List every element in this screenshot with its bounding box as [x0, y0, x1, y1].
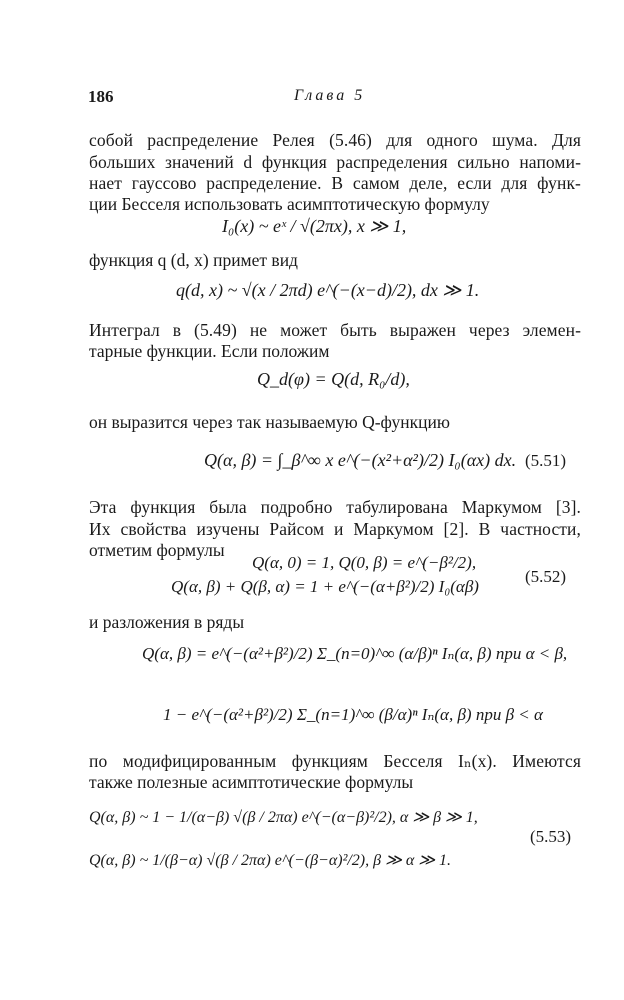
- text-line: Интеграл в (5.49) не может быть выражен через элемен-: [89, 320, 581, 340]
- text-line: Их свойства изучены Райсом и Маркумом [2]. В частности,: [89, 519, 581, 539]
- series-expansion-2: 1 − e^(−(α²+β²)/2) Σ_(n=1)^∞ (β/α)ⁿ Iₙ(α, β) при β < α: [163, 705, 543, 724]
- equation-number: (5.51): [525, 451, 567, 470]
- equation-5-53-line2: Q(α, β) ~ 1/(β−α) √(β / 2πα) e^(−(β−α)²/2), β ≫ α ≫ 1.: [89, 852, 451, 869]
- text-line: он выразится через так называемую Q-функцию: [89, 412, 450, 432]
- formula-i0: I₀(x) ~ eˣ / √(2πx), x ≫ 1,: [222, 216, 407, 236]
- text-line: тарные функции. Если положим: [89, 341, 330, 361]
- formula-q: q(d, x) ~ √(x / 2πd) e^(−(x−d)/2), dx ≫ 1.: [176, 280, 480, 300]
- text-line: отметим формулы: [89, 540, 225, 560]
- text-line: также полезные асимптотические формулы: [89, 772, 414, 792]
- equation-5-51: Q(α, β) = ∫_β^∞ x e^(−(x²+α²)/2) I₀(αx) dx.: [204, 450, 517, 470]
- text-line: и разложения в ряды: [89, 612, 245, 632]
- formula-qd: Q_d(φ) = Q(d, R₀/d),: [257, 369, 410, 389]
- equation-5-52-line2: Q(α, β) + Q(β, α) = 1 + e^(−(α+β²)/2) I₀(αβ): [171, 577, 479, 596]
- text-line: функция q (d, x) примет вид: [89, 250, 298, 270]
- equation-5-52-line1: Q(α, 0) = 1, Q(0, β) = e^(−β²/2),: [252, 553, 477, 572]
- equation-number: (5.52): [525, 567, 567, 586]
- equation-5-53-line1: Q(α, β) ~ 1 − 1/(α−β) √(β / 2πα) e^(−(α−β)²/2), α ≫ β ≫ 1,: [89, 809, 478, 826]
- equation-number: (5.53): [530, 827, 572, 846]
- series-expansion-1: Q(α, β) = e^(−(α²+β²)/2) Σ_(n=0)^∞ (α/β)ⁿ Iₙ(α, β) при α < β,: [142, 644, 568, 663]
- text-line: больших значений d функция распределения сильно напоми-: [89, 152, 581, 172]
- text-line: нает гауссово распределение. В самом деле, если для функ-: [89, 173, 581, 193]
- text-line: собой распределение Релея (5.46) для одного шума. Для: [89, 130, 581, 150]
- text-line: Эта функция была подробно табулирована Маркумом [3].: [89, 497, 581, 517]
- text-line: по модифицированным функциям Бесселя Iₙ(x). Имеются: [89, 751, 581, 771]
- page-number: 186: [88, 87, 114, 106]
- running-head: Глава 5: [294, 87, 366, 104]
- text-line: ции Бесселя использовать асимптотическую формулу: [89, 194, 490, 214]
